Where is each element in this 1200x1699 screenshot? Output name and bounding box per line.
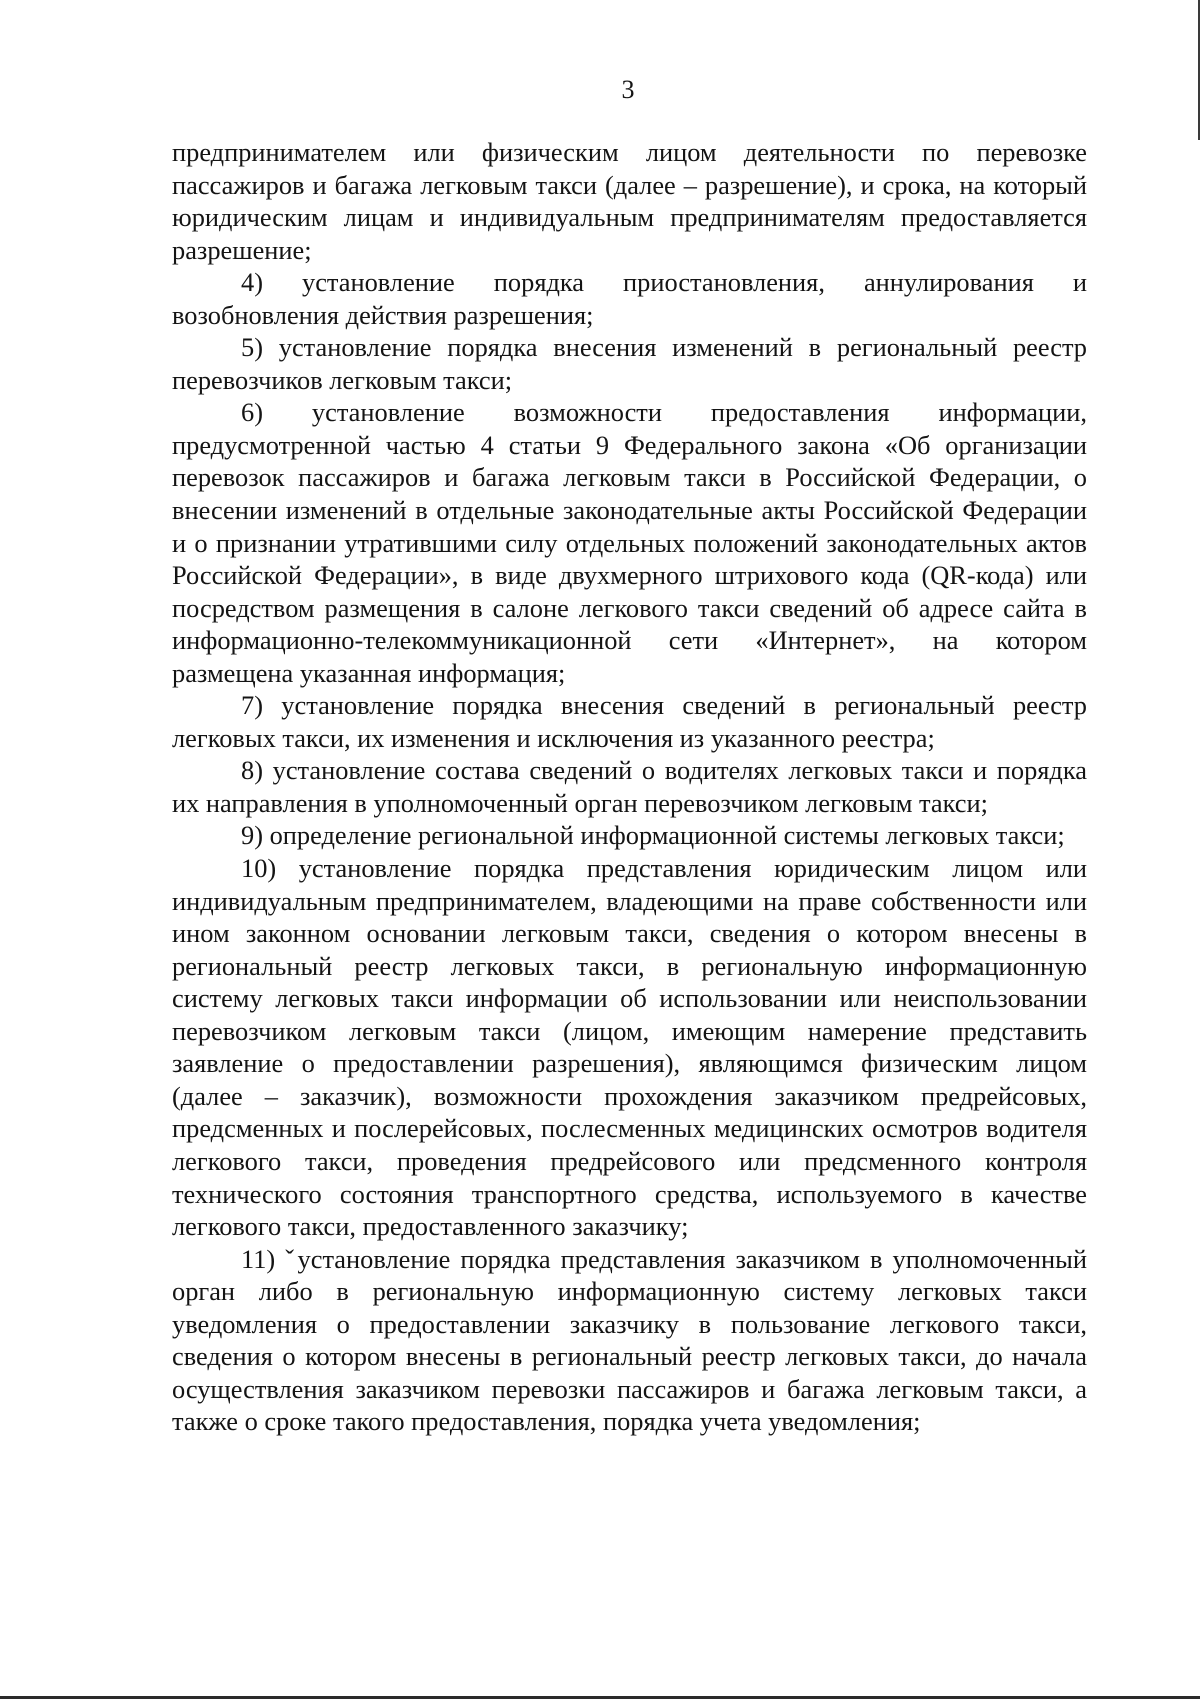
paragraph-item-11: 11) ˇустановление порядка представления заказчиком в уполномоченный орган либо в региональную информационную систему легковых такси уведомления о предоставлении заказчику в пользование легкового такси, сведения о котором внесены в региональный реестр легковых такси, до начала осуществления заказчиком перевозки пассажиров и багажа легковым такси, а также о сроке такого предоставления, порядка учета уведомления;: [172, 1243, 1087, 1437]
page-number: 3: [621, 75, 635, 104]
document-body: [172, 136, 1087, 1438]
paragraph-item-5: 5) установление порядка внесения изменений в региональный реестр перевозчиков легковым такси;: [172, 332, 1087, 395]
paragraph-item-10: 10) установление порядка представления юридическим лицом или индивидуальным предпринимателем, владеющими на праве собственности или ином законном основании легковым такси, сведения о котором внесены в региональный реестр легковых такси, в региональную информационную систему легковых такси информации об использовании или неиспользовании перевозчиком легковым такси (лицом, имеющим намерение представить заявление о предоставлении разрешения), являющимся физическим лицом (далее – заказчик), возможности прохождения заказчиком предрейсовых, предсменных и послерейсовых, послесменных медицинских осмотров водителя легкового такси, проведения предрейсового или предсменного контроля технического состояния транспортного средства, используемого в качестве легкового такси, предоставленного заказчику;: [172, 853, 1087, 1242]
paragraph-item-8: 8) установление состава сведений о водителях легковых такси и порядка их направления в уполномоченный орган перевозчиком легковым такси;: [172, 755, 1087, 818]
paragraph-continuation: предпринимателем или физическим лицом деятельности по перевозке пассажиров и багажа легковым такси (далее – разрешение), и срока, на который юридическим лицам и индивидуальным предпринимателям предоставляется разрешение;: [172, 137, 1087, 265]
paragraph-item-7: 7) установление порядка внесения сведений в региональный реестр легковых такси, их изменения и исключения из указанного реестра;: [172, 690, 1087, 753]
paragraph-item-6: 6) установление возможности предоставления информации, предусмотренной частью 4 статьи 9 Федерального закона «Об организации перевозок пассажиров и багажа легковым такси в Российской Федерации, о внесении изменений в отдельные законодательные акты Российской Федерации и о признании утратившими силу отдельных положений законодательных актов Российской Федерации», в виде двухмерного штрихового кода (QR-кода) или посредством размещения в салоне легкового такси сведений об адресе сайта в информационно-телекоммуникационной сети «Интернет», на котором размещена указанная информация;: [172, 397, 1087, 688]
paragraph-item-9: 9) определение региональной информационной системы легковых такси;: [241, 820, 1065, 851]
paragraph-item-4: 4) установление порядка приостановления, аннулирования и возобновления действия разрешения;: [172, 267, 1087, 330]
